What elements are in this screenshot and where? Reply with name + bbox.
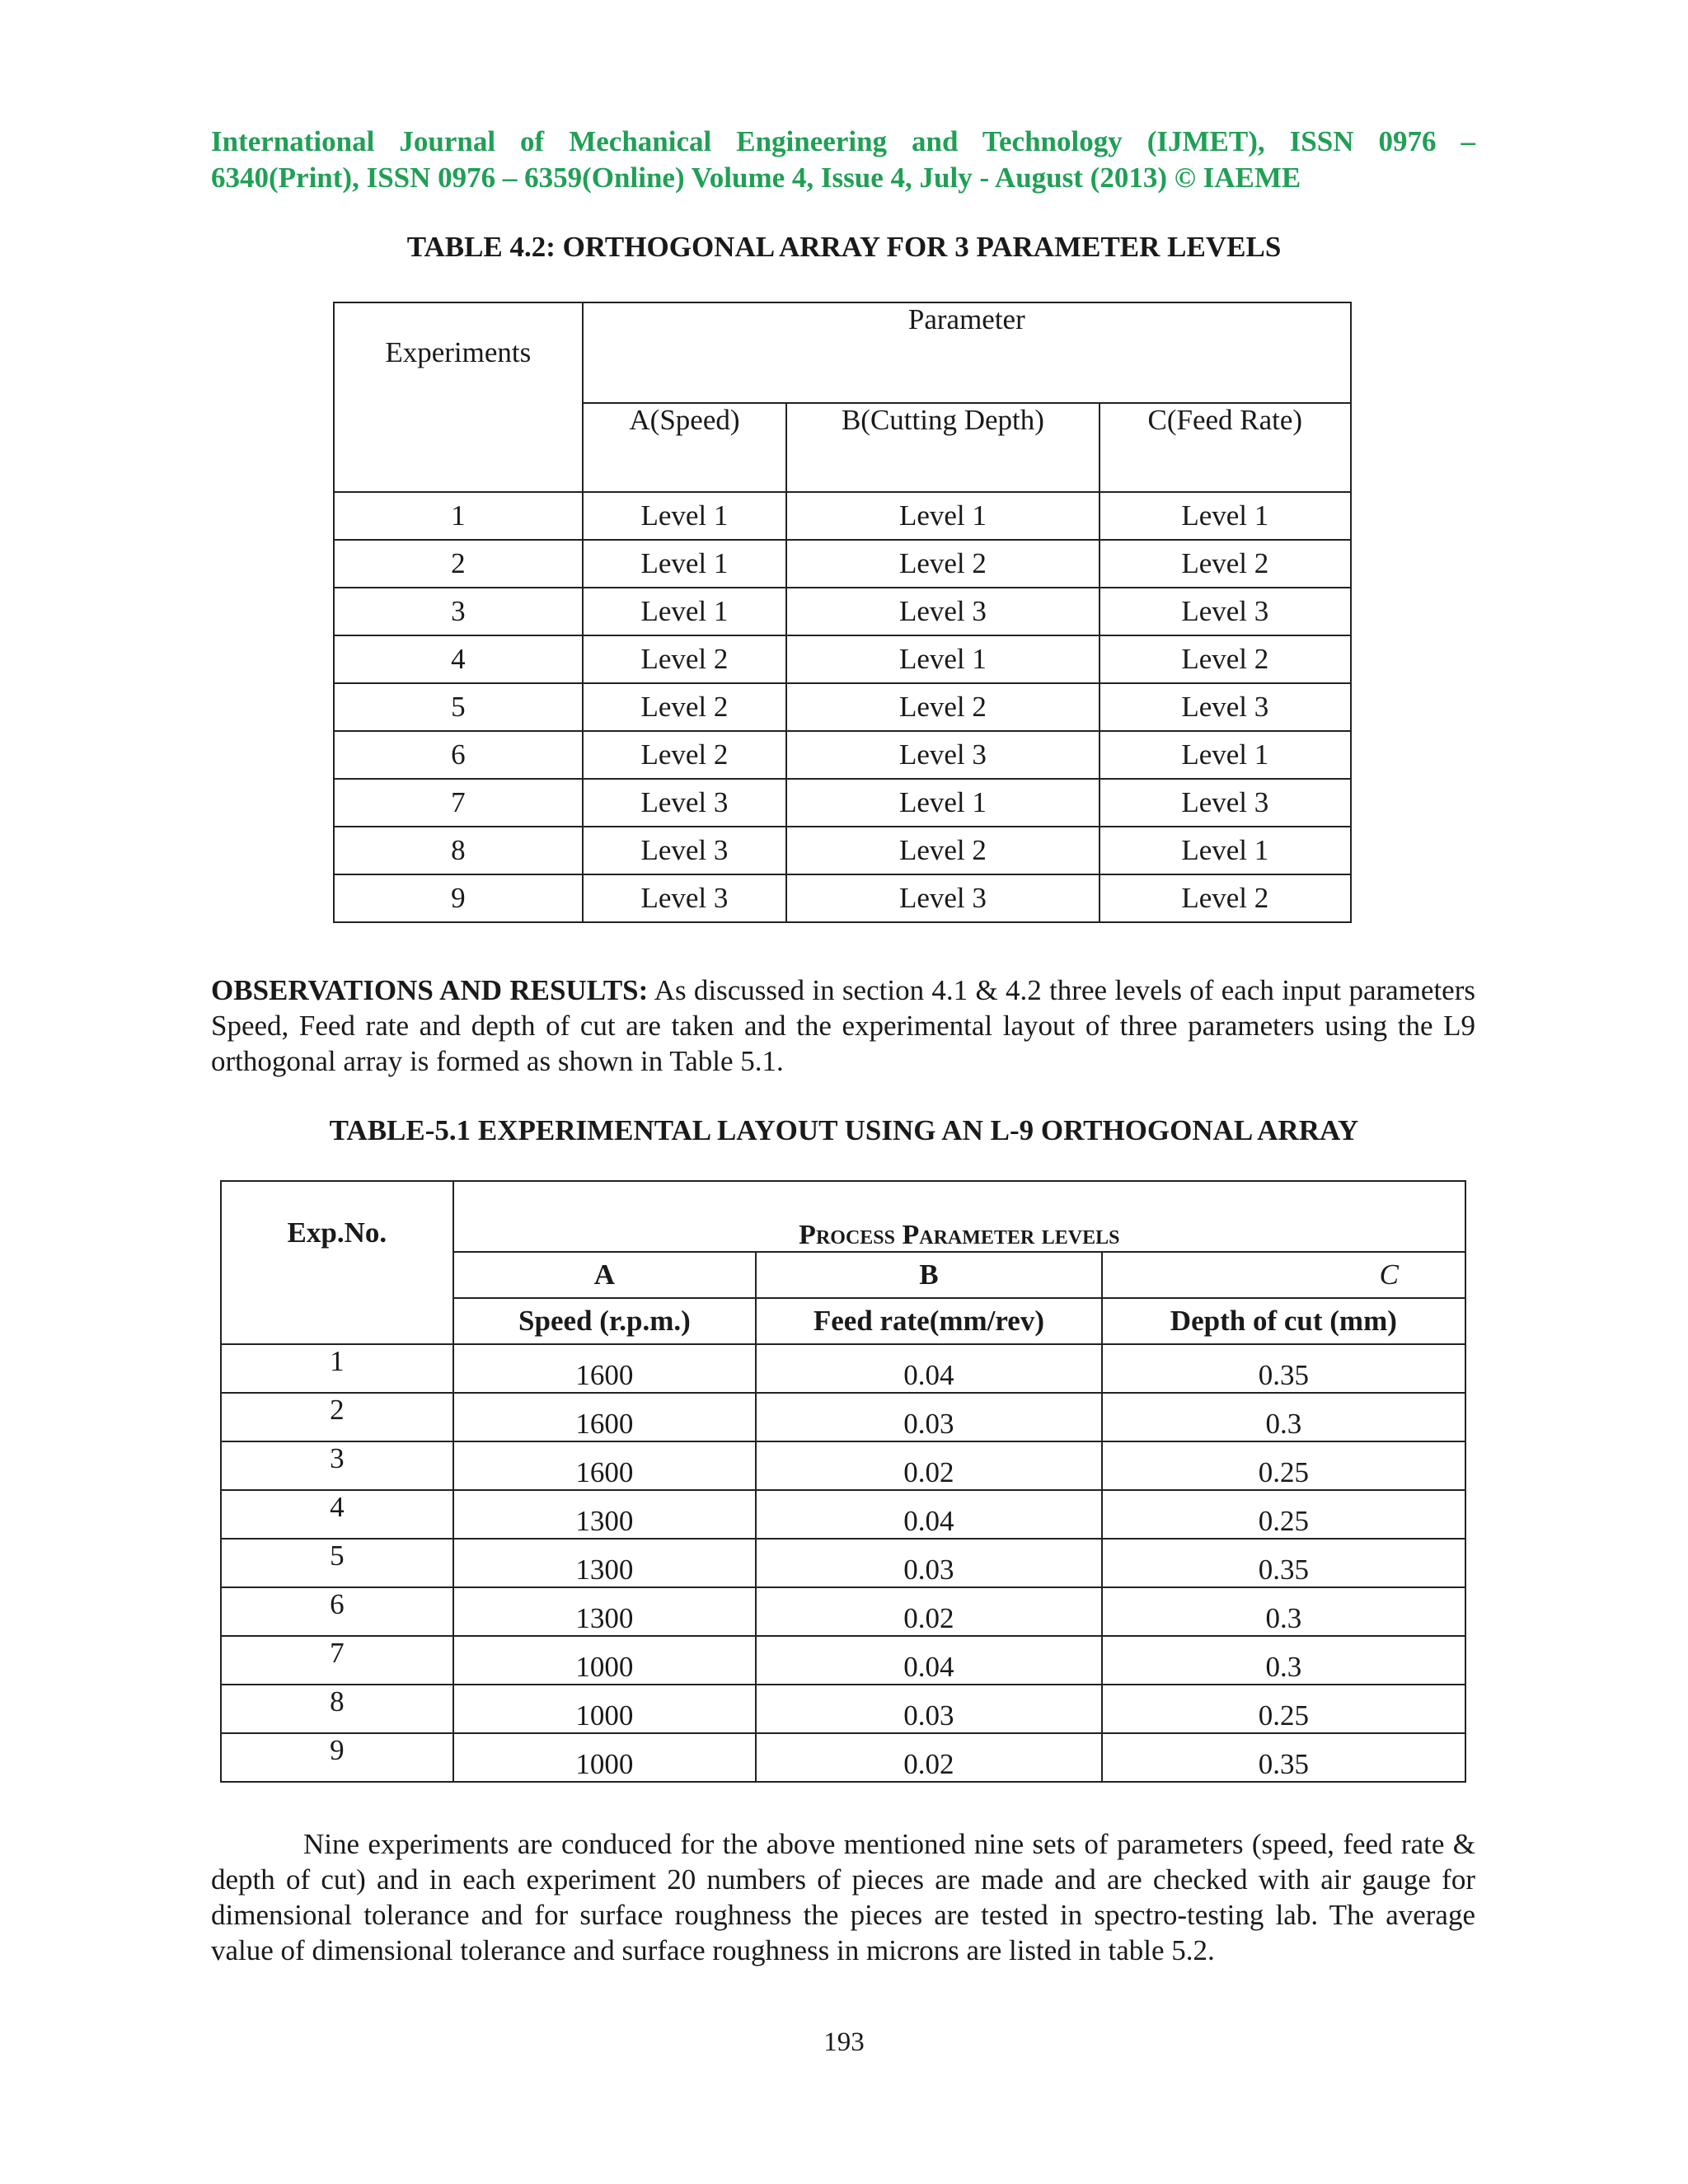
table-cell: 0.25 [1102, 1685, 1465, 1733]
table-5-1-letter-b: B [756, 1252, 1102, 1298]
table-cell: 1600 [453, 1441, 756, 1490]
table-cell: Level 2 [583, 731, 787, 779]
table-cell: 1 [334, 492, 583, 540]
table-cell: Level 2 [786, 683, 1099, 731]
table-cell: 8 [221, 1685, 453, 1733]
table-cell: Level 2 [583, 635, 787, 683]
table-5-1-caption: TABLE-5.1 EXPERIMENTAL LAYOUT USING AN L-9 ORTHOGONAL ARRAY [329, 1114, 1359, 1146]
table-cell: Level 2 [1100, 540, 1351, 588]
table-cell: 0.02 [756, 1733, 1102, 1782]
table-cell: 0.35 [1102, 1733, 1465, 1782]
table-5-1-process-header: Process Parameter levels [453, 1181, 1465, 1252]
table-cell: 1000 [453, 1685, 756, 1733]
table-cell: 1000 [453, 1636, 756, 1685]
table-5-1-unit-b: Feed rate(mm/rev) [756, 1298, 1102, 1344]
table-cell: 0.03 [756, 1539, 1102, 1587]
journal-header-line1: International Journal of Mechanical Engineering and Technology (IJMET), ISSN 0976 – [211, 125, 1475, 157]
table-cell: Level 3 [583, 827, 787, 874]
table-cell: Level 1 [583, 588, 787, 635]
table-cell: 0.02 [756, 1441, 1102, 1490]
table-cell: 1600 [453, 1393, 756, 1441]
table-cell: 1300 [453, 1539, 756, 1587]
table-cell: 5 [334, 683, 583, 731]
table-cell: Level 3 [1100, 588, 1351, 635]
table-row [334, 683, 1351, 731]
table-cell: 6 [221, 1587, 453, 1636]
table-row [334, 731, 1351, 779]
table-cell: 0.02 [756, 1587, 1102, 1636]
journal-header [211, 124, 1475, 196]
closing-paragraph: Nine experiments are conduced for the above mentioned nine sets of parameters (speed, feed rate & depth of cut) and in each experiment 20 numbers of pieces are made and are checked with air gauge for dimensional tolerance and for surface roughness the pieces are tested in spectro-testing lab. The average value of dimensional tolerance and surface roughness in microns are listed in table 5.2. [211, 1828, 1475, 1966]
table-cell: 0.03 [756, 1393, 1102, 1441]
table-cell: Level 2 [1100, 874, 1351, 922]
table-5-1-letter-a: A [453, 1252, 756, 1298]
table-5-1-unit-a: Speed (r.p.m.) [453, 1298, 756, 1344]
table-cell: 0.03 [756, 1685, 1102, 1733]
table-cell: Level 3 [583, 874, 787, 922]
table-cell: 0.04 [756, 1344, 1102, 1393]
table-row [221, 1685, 1465, 1733]
table-cell: Level 1 [583, 540, 787, 588]
table-cell: Level 1 [1100, 492, 1351, 540]
observations-paragraph [211, 972, 1475, 1079]
table-row [221, 1636, 1465, 1685]
table-cell: Level 2 [1100, 635, 1351, 683]
table-5-1 [220, 1180, 1466, 1783]
table-cell: 9 [334, 874, 583, 922]
table-cell: 0.3 [1102, 1636, 1465, 1685]
table-cell: 0.35 [1102, 1344, 1465, 1393]
table-row [334, 779, 1351, 827]
table-cell: Level 3 [786, 588, 1099, 635]
table-cell: 8 [334, 827, 583, 874]
observations-heading: OBSERVATIONS AND RESULTS: [211, 974, 649, 1006]
table-cell: Level 3 [1100, 683, 1351, 731]
table-row [221, 1393, 1465, 1441]
table-row [221, 1733, 1465, 1782]
table-4-2-caption: TABLE 4.2: ORTHOGONAL ARRAY FOR 3 PARAMETER LEVELS [406, 231, 1282, 263]
table-cell: 7 [334, 779, 583, 827]
table-cell: 0.3 [1102, 1393, 1465, 1441]
table-cell: 9 [221, 1733, 453, 1782]
table-cell: 0.3 [1102, 1587, 1465, 1636]
table-cell: Level 1 [583, 492, 787, 540]
table-cell: 1000 [453, 1733, 756, 1782]
table-cell: Level 3 [583, 779, 787, 827]
table-cell: 2 [221, 1393, 453, 1441]
table-cell: 0.04 [756, 1490, 1102, 1539]
table-row [221, 1539, 1465, 1587]
table-4-2-col-b: B(Cutting Depth) [786, 403, 1099, 492]
table-4-2-parameter-header: Parameter [583, 302, 1351, 403]
table-cell: 0.04 [756, 1636, 1102, 1685]
table-cell: Level 1 [786, 779, 1099, 827]
table-cell: Level 1 [786, 635, 1099, 683]
table-cell: Level 3 [786, 874, 1099, 922]
table-cell: Level 2 [583, 683, 787, 731]
observations-text: As discussed in section 4.1 & 4.2 three levels of each input parameters Speed, Feed rate and depth of cut are taken and the experimental layout of three parameters using the L9 orthogonal array is formed as shown in Table 5.1. [211, 974, 1475, 1077]
table-cell: 1 [221, 1344, 453, 1393]
table-cell: 1600 [453, 1344, 756, 1393]
table-4-2-experiments-header: Experiments [334, 302, 583, 492]
table-5-1-unit-c: Depth of cut (mm) [1102, 1298, 1465, 1344]
table-5-1-letter-c: C [1102, 1252, 1465, 1298]
table-row [334, 635, 1351, 683]
table-4-2-col-a: A(Speed) [583, 403, 787, 492]
table-row [221, 1344, 1465, 1393]
table-cell: 6 [334, 731, 583, 779]
table-cell: 5 [221, 1539, 453, 1587]
table-4-2 [333, 302, 1352, 923]
table-cell: 3 [334, 588, 583, 635]
table-row [334, 827, 1351, 874]
table-cell: Level 1 [1100, 827, 1351, 874]
table-row [334, 874, 1351, 922]
table-cell: 4 [221, 1490, 453, 1539]
table-row [334, 588, 1351, 635]
table-cell: 2 [334, 540, 583, 588]
table-cell: 0.25 [1102, 1441, 1465, 1490]
table-row [221, 1587, 1465, 1636]
table-cell: Level 1 [786, 492, 1099, 540]
page-number: 193 [823, 2027, 865, 2057]
table-row [334, 492, 1351, 540]
table-cell: 0.25 [1102, 1490, 1465, 1539]
table-cell: 1300 [453, 1490, 756, 1539]
journal-header-line2: 6340(Print), ISSN 0976 – 6359(Online) Volume 4, Issue 4, July - August (2013) © IAEME [211, 162, 1301, 194]
table-row [221, 1490, 1465, 1539]
table-cell: Level 3 [786, 731, 1099, 779]
table-cell: 3 [221, 1441, 453, 1490]
table-cell: Level 3 [1100, 779, 1351, 827]
table-row [221, 1441, 1465, 1490]
table-4-2-col-c: C(Feed Rate) [1100, 403, 1351, 492]
table-cell: Level 2 [786, 827, 1099, 874]
table-cell: Level 1 [1100, 731, 1351, 779]
table-cell: 4 [334, 635, 583, 683]
table-cell: 0.35 [1102, 1539, 1465, 1587]
table-cell: 1300 [453, 1587, 756, 1636]
table-row [334, 540, 1351, 588]
table-5-1-exp-header: Exp.No. [221, 1181, 453, 1344]
table-cell: 7 [221, 1636, 453, 1685]
table-cell: Level 2 [786, 540, 1099, 588]
